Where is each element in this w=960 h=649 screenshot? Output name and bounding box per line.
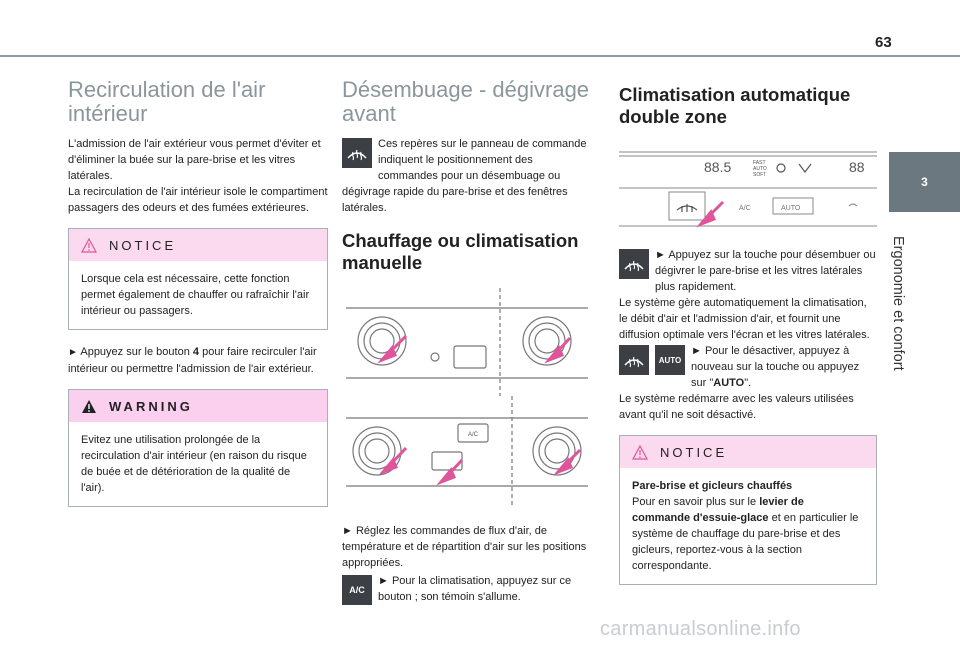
auto-keyword: AUTO — [713, 377, 745, 389]
instruction-text: ". — [744, 377, 752, 389]
warning-header — [69, 390, 327, 422]
intro-paragraph: L'admission de l'air extérieur vous permet d'éviter et d'éliminer la buée sur la pare-brise et les vitres latérales. — [68, 138, 321, 182]
display-temp-right: 88 — [849, 159, 865, 175]
auto-panel-illustration — [619, 140, 877, 235]
deactivate-instruction-block — [619, 343, 877, 391]
manual-panel-illustration — [342, 286, 592, 511]
display-temp-left: 88.5 — [704, 159, 732, 175]
defrost-instruction-block — [619, 247, 877, 295]
watermark: carmanualsonline.info — [600, 618, 801, 640]
auto-panel-drawing — [619, 140, 877, 235]
instruction: ► Pour la climatisation, appuyez sur ce bouton ; son témoin s'allume. — [378, 575, 572, 603]
notice-header — [69, 229, 327, 261]
windshield-defrost-icon — [619, 249, 649, 279]
arrow-icon: ► — [68, 347, 78, 358]
ac-instruction-block — [342, 573, 592, 605]
section-title: Recirculation de l'air intérieur — [68, 77, 266, 126]
notice-text: Lorsque cela est nécessaire, cette fonction permet également de chauffer ou rafraîchir l'air intérieur ou passagers. — [81, 273, 310, 317]
caution-triangle-icon — [632, 445, 648, 460]
column-auto-climate — [619, 78, 877, 599]
instruction — [68, 344, 328, 377]
paragraph: Le système redémarre avec les valeurs utilisées avant qu'il ne soit désactivé. — [619, 393, 854, 421]
intro-block — [342, 136, 592, 216]
notice-header — [620, 436, 876, 468]
windshield-defrost-icon — [342, 138, 372, 168]
caution-triangle-icon — [81, 238, 97, 253]
section-title: Climatisation automatique double zone — [619, 84, 851, 127]
section-title: Désembuage - dégivrage avant — [342, 77, 590, 126]
notice-box — [619, 435, 877, 585]
notice-title: Pare-brise et gicleurs chauffés — [632, 480, 793, 492]
notice-text-b: et en particulier le système de chauffage du pare-brise et des gicleurs, reportez-vous à la section correspondante. — [632, 512, 859, 572]
notice-box — [68, 228, 328, 330]
notice-label: NOTICE — [109, 237, 177, 253]
notice-text — [632, 494, 864, 574]
column-defrost — [342, 78, 592, 607]
auto-small-label: AUTO — [753, 166, 767, 172]
chapter-title-text: Ergonomie et confort — [890, 236, 906, 371]
warning-box — [68, 389, 328, 507]
instruction: ► Réglez les commandes de flux d'air, de température et de répartition d'air sur les positions appropriées. — [342, 525, 587, 569]
fast-label: FAST — [753, 160, 766, 166]
panel-ac-label: A/C — [467, 432, 479, 438]
windshield-defrost-icon — [619, 345, 649, 375]
soft-label: SOFT — [753, 172, 767, 178]
paragraph: Le système gère automatiquement la climatisation, le débit d'air et l'admission d'air, et fournit une diffusion optimale vers l'écran et les vitres latérales. — [619, 297, 870, 341]
warning-label: WARNING — [109, 398, 193, 414]
panel-ac-label: A/C — [739, 205, 751, 212]
instruction-text: ► Pour le désactiver, appuyez à nouveau sur la touche ou appuyez sur " — [691, 345, 860, 389]
top-rule — [0, 55, 960, 57]
notice-text-a: Pour en savoir plus sur le — [632, 496, 757, 508]
warning-triangle-icon — [81, 399, 97, 414]
notice-bold: levier de commande d'essuie-glace — [632, 496, 804, 524]
instruction-text: Appuyez sur le bouton — [80, 346, 190, 358]
subsection-title: Chauffage ou climatisation manuelle — [342, 230, 579, 273]
intro-paragraph: La recirculation de l'air intérieur isole le compartiment passagers des odeurs et des fumées extérieures. — [68, 186, 328, 214]
intro-paragraph: Ces repères sur le panneau de commande indiquent le positionnement des commandes pour un désembuage ou dégivrage rapide du pare-brise et des fenêtres latérales. — [342, 138, 587, 214]
auto-button-icon: AUTO — [655, 345, 685, 375]
chapter-tab[interactable]: 3 — [889, 152, 960, 212]
notice-label: NOTICE — [660, 444, 728, 460]
ac-button-icon: A/C — [342, 575, 372, 605]
column-recirculation — [68, 78, 328, 521]
button-number: 4 — [192, 346, 200, 358]
warning-text: Evitez une utilisation prolongée de la recirculation d'air intérieur (en raison du risque de buée et de détérioration de la qualité de l'air). — [81, 434, 307, 494]
instruction-text: pour faire recirculer l'air intérieur ou permettre l'admission de l'air extérieur. — [68, 346, 317, 375]
chapter-title — [878, 236, 918, 386]
page-number: 63 — [875, 34, 892, 51]
panel-auto-label: AUTO — [781, 205, 801, 212]
instruction: ► Appuyez sur la touche pour désembuer ou dégivrer le pare-brise et les vitres latérales plus rapidement. — [655, 249, 876, 293]
control-panel-drawing — [342, 286, 592, 511]
